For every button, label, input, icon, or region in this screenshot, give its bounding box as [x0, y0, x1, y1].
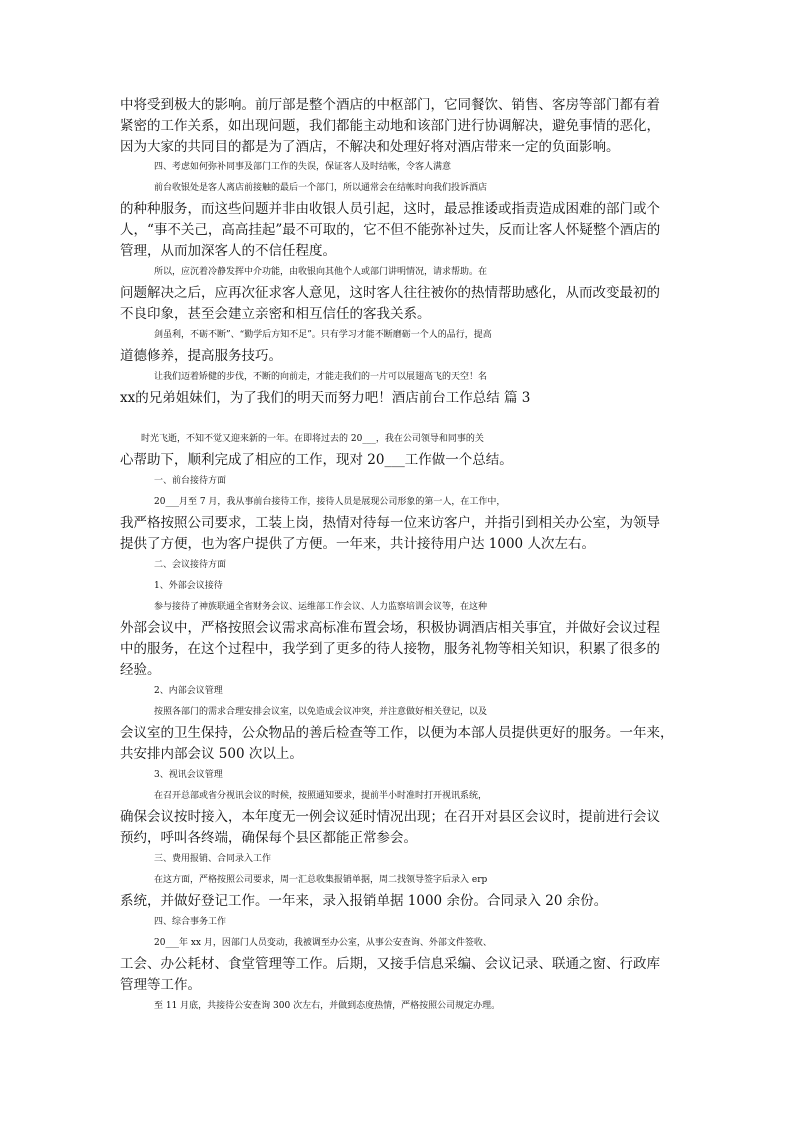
- text-line: 紧密的工作关系，如出现问题，我们都能主动地和该部门进行协调解决，避免事情的恶化，: [120, 118, 660, 134]
- text-line: 因为大家的共同目的都是为了酒店，不解决和处理好将对酒店带来一定的负面影响。: [120, 139, 620, 155]
- section-heading: 二、会议接待方面: [154, 560, 227, 570]
- text-line: 工会、办公耗材、食堂管理等工作。后期，又接手信息采编、会议记录、联通之窗、行政库: [120, 956, 660, 972]
- text-line: 时光飞逝，不知不觉又迎来新的一年。在即将过去的 20___，我在公司领导和同事的关: [141, 434, 484, 444]
- subsection-heading: 3、视讯会议管理: [154, 770, 223, 780]
- text-line: 心帮助下，顺利完成了相应的工作，现对 20___工作做一个总结。: [120, 452, 513, 468]
- text-line: 管理等工作。: [120, 977, 201, 993]
- section-heading: 三、费用报销、合同录入工作: [154, 854, 272, 864]
- text-line: 中的服务，在这个过程中，我学到了更多的待人接物，服务礼物等相关知识，积累了很多的: [120, 641, 660, 657]
- text-line: 在召开总部或省分视讯会议的时候，按照通知要求，提前半小时准时打开视讯系统，: [154, 791, 488, 801]
- text-line: 外部会议中，严格按照会议需求高标准布置会场，积极协调酒店相关事宜，并做好会议过程: [120, 620, 660, 636]
- text-line: 按照各部门的需求合理安排会议室，以免造成会议冲突，并注意做好相关登记，以及: [154, 707, 488, 717]
- text-line: 不良印象，甚至会建立亲密和相互信任的客我关系。: [120, 306, 431, 322]
- text-line: 人，“事不关己，高高挂起”最不可取的，它不但不能弥补过失，反而让客人怀疑整个酒店的: [120, 222, 661, 238]
- text-line: 参与接待了神族联通全省财务会议、运维部工作会议、人力监察培训会议等，在这种: [154, 602, 488, 612]
- text-line: 剑虽利，不砺不断”、“勤学后方知不足”。只有学习才能不断磨砺一个人的品行，提高: [154, 330, 492, 340]
- section-heading: 一、前台接待方面: [154, 476, 227, 486]
- text-line: 管理，从而加深客人的不信任程度。: [120, 243, 336, 259]
- text-line: 20___年 xx 月，因部门人员变动，我被调至办公室，从事公安查询、外部文件签收、: [154, 938, 492, 948]
- text-line: 道德修养，提高服务技巧。: [120, 348, 282, 364]
- text-line: 系统，并做好登记工作。一年来，录入报销单据 1000 余份。合同录入 20 余份。: [120, 893, 608, 909]
- subsection-heading: 2、内部会议管理: [154, 686, 223, 696]
- text-line: 经验。: [120, 662, 161, 678]
- text-line: 问题解决之后，应再次征求客人意见，这时客人往往被你的热情帮助感化，从而改变最初的: [120, 285, 660, 301]
- text-line: 让我们迈着矫健的步伐，不断的向前走，才能走我们的一片可以展翅高飞的天空！名: [154, 372, 488, 382]
- text-line: 共安排内部会议 500 次以上。: [120, 746, 303, 762]
- subsection-heading: 1、外部会议接待: [154, 581, 223, 591]
- section-heading: 四、综合事务工作: [154, 917, 227, 927]
- text-line: 至 11 月底，共接待公安查询 300 次左右，并做到态度热情，严格按照公司规定办理。: [154, 1001, 501, 1011]
- text-line: 前台收银处是客人离店前接触的最后一个部门，所以通常会在结帐时向我们投诉酒店: [154, 183, 488, 193]
- text-line: 我严格按照公司要求，工装上岗，热情对待每一位来访客户，并指引到相关办公室，为领导: [120, 515, 660, 531]
- text-line: 所以，应沉着冷静发挥中介功能，由收银向其他个人或部门讲明情况，请求帮助。在: [154, 267, 488, 277]
- text-line: 会议室的卫生保持，公众物品的善后检查等工作，以便为本部人员提供更好的服务。一年来，: [120, 725, 674, 741]
- text-line: 确保会议按时接入，本年度无一例会议延时情况出现；在召开对县区会议时，提前进行会议: [120, 809, 660, 825]
- text-line: 在这方面，严格按照公司要求，周一汇总收集报销单据，周二找领导签字后录入 erp: [154, 875, 488, 885]
- text-line: xx的兄弟姐妹们，为了我们的明天而努力吧！酒店前台工作总结 篇 3: [120, 390, 531, 406]
- section-heading: 四、考虑如何弥补同事及部门工作的失误，保证客人及时结帐，令客人满意: [154, 162, 452, 172]
- text-line: 预约，呼叫各终端，确保每个县区都能正常参会。: [120, 830, 417, 846]
- text-line: 中将受到极大的影响。前厅部是整个酒店的中枢部门，它同餐饮、销售、客房等部门都有着: [120, 97, 660, 113]
- text-line: 提供了方便，也为客户提供了方便。一年来，共计接待用户达 1000 人次左右。: [120, 536, 595, 552]
- text-line: 20___月至 7 月，我从事前台接待工作，接待人员是展现公司形象的第一人，在工作中，: [154, 497, 506, 507]
- text-line: 的种种服务，而这些问题并非由收银人员引起，这时，最忌推诿或指责造成困难的部门或个: [120, 201, 660, 217]
